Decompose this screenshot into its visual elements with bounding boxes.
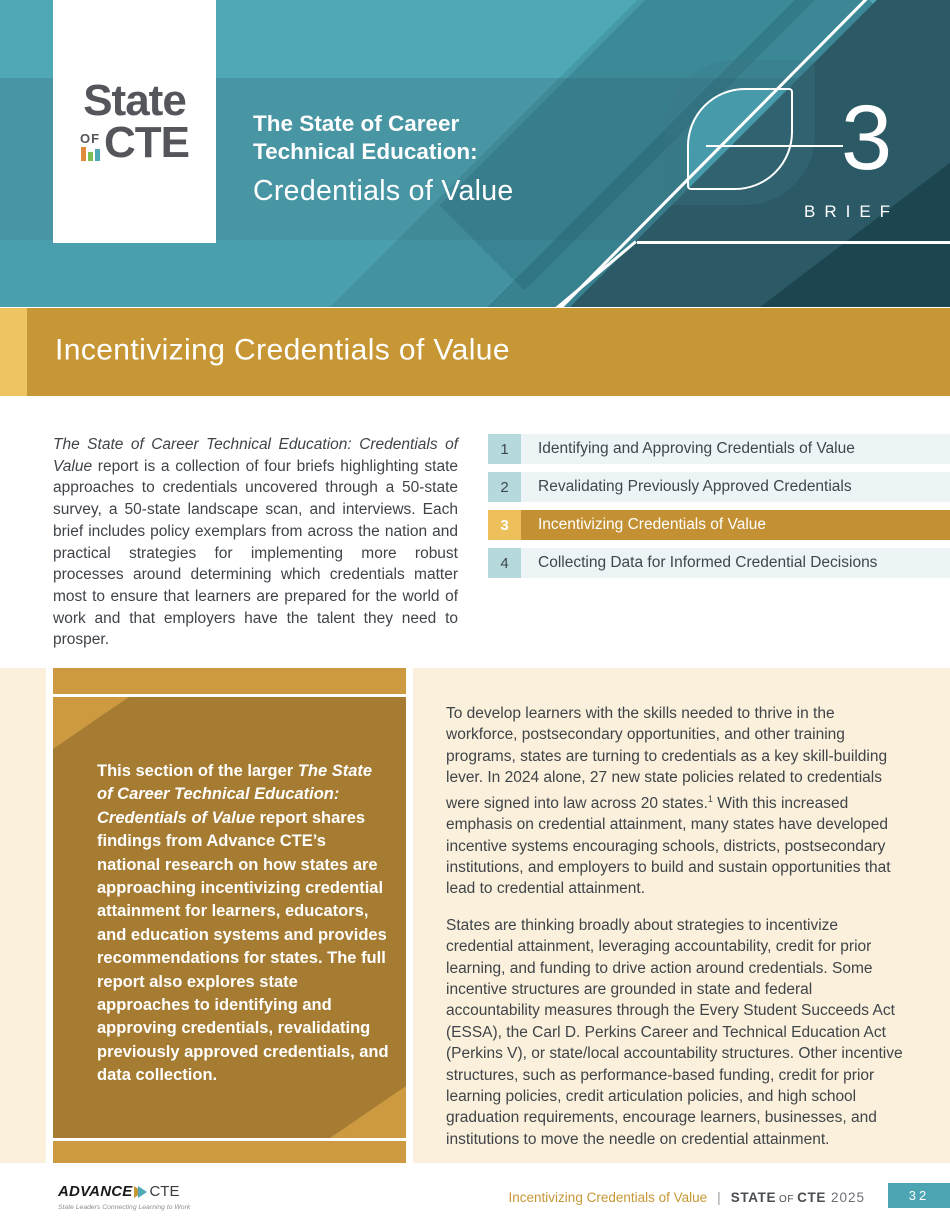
body-text-panel (413, 668, 950, 1163)
callout-rest: report shares findings from Advance CTE’s national research on how states are approaching incentivizing credential attainment for learners, educators, and education systems and provides recommendations for states. The full report also explores state approaches to identifying and approving credentials, revalidating previously approved credentials, and data collection. (97, 808, 389, 1085)
logo-state-text: State (83, 75, 186, 125)
main-content-section (0, 668, 950, 1163)
body-paragraph-2: States are thinking broadly about strategies to incentivize credential attainment, leveraging accountability, credit for prior learning, and funding to drive action around credentials. Some incentive structures are grounded in state and federal accountability measures through the Every Student Succeeds Act (ESSA), the Carl D. Perkins Career and Technical Education Act (Perkins V), or state/local accountability structures. Other incentive structures, such as performance-based funding, credit for prior learning policies, credit articulation policies, and high school graduation requirements, encourage learners, businesses, and institutions to move the needle on credential attainment. (446, 916, 903, 1148)
logo-of-text: OF (79, 130, 101, 146)
toc-item-2[interactable] (488, 472, 950, 502)
toc-item-4[interactable] (488, 548, 950, 578)
body-paragraph-1 (446, 703, 905, 900)
callout-box (53, 668, 406, 1163)
footer-meta (509, 1189, 865, 1205)
bar-orange (81, 147, 86, 161)
header-banner (0, 0, 950, 307)
body-p1-text: To develop learners with the skills needed to thrive in the workforce, postsecondary opportunities, and other training programs, states are turning to credentials as a key skill-building lever. In 2024 alone, 27 new state policies related to credentials were signed into law across 20 states. (446, 705, 888, 812)
footer-report-of: OF (779, 1194, 795, 1205)
footer-report-state: STATE (730, 1190, 777, 1205)
report-subtitle: Credentials of Value (253, 175, 514, 207)
report-title-line2: Technical Education: (253, 139, 478, 164)
brief-toc (488, 434, 950, 586)
page-footer (0, 1163, 950, 1232)
toc-item-label: Revalidating Previously Approved Credentials (538, 478, 852, 495)
advance-cte-logo (58, 1183, 190, 1211)
leaf-to-number-line (706, 145, 843, 147)
brief-label: BRIEF (804, 202, 900, 221)
bar-chart-icon (81, 147, 100, 161)
brand-tagline: State Leaders Connecting Learning to Work (58, 1204, 191, 1211)
callout-text (97, 760, 392, 1088)
callout-body (53, 697, 406, 1138)
toc-item-label: Collecting Data for Informed Credential Decisions (538, 554, 878, 571)
banner-accent-strip (0, 308, 27, 396)
bar-green (88, 152, 93, 161)
intro-text: report is a collection of four briefs highlighting state approaches to credentials uncovered through a 50-state survey, a 50-state landscape scan, and interviews. Each brief includes policy exemplars from across the nation and practical strategies for implementing more robust processes around determining which credentials matter most to ensure that learners are prepared for the world of work and that employers have the talent they need to prosper. (53, 457, 458, 649)
callout-lead: This section of the larger (97, 762, 298, 780)
toc-item-number: 1 (488, 434, 521, 464)
footnote-marker[interactable]: 1 (707, 793, 713, 804)
body-p1-text-cont: With this increased emphasis on credential attainment, many states have developed incentive systems encouraging schools, districts, postsecondary institutions, and employers to build and sustain opportunities that lead to credential attainment. (446, 794, 891, 898)
callout-report-title: The State of Career Technical Education: Credentials of Value (97, 762, 373, 827)
footer-report-cte: CTE (797, 1190, 826, 1205)
advance-logo-text: ADVANCE (58, 1183, 133, 1200)
footer-doc-title: Incentivizing Credentials of Value (508, 1190, 708, 1205)
section-heading: Incentivizing Credentials of Value (55, 333, 510, 367)
callout-corner-triangle-bottomright (330, 1086, 406, 1138)
left-cream-strip (0, 668, 46, 1163)
toc-item-1[interactable] (488, 434, 950, 464)
callout-top-bar (53, 668, 406, 694)
callout-corner-triangle-topleft (53, 697, 129, 749)
report-title-line1: The State of Career (253, 111, 460, 136)
toc-item-number: 3 (488, 510, 521, 540)
page-number-badge: 32 (888, 1183, 950, 1208)
toc-item-label: Incentivizing Credentials of Value (538, 516, 767, 533)
chevron-icon (138, 1186, 147, 1198)
intro-report-title: The State of Career Technical Education: Credentials of Value (53, 436, 458, 475)
intro-toc-section (0, 396, 950, 668)
toc-item-number: 2 (488, 472, 521, 502)
toc-item-label: Identifying and Approving Credentials of Value (538, 440, 855, 457)
footer-separator: | (717, 1189, 721, 1205)
toc-item-3-current[interactable] (488, 510, 950, 540)
cte-logo-text: CTE (149, 1183, 180, 1200)
report-title (253, 110, 514, 208)
intro-paragraph (53, 434, 458, 651)
brief-number: 3 (841, 87, 893, 189)
state-of-cte-logo (53, 0, 216, 243)
horizontal-rule-line (637, 241, 950, 244)
footer-report-year: 2025 (830, 1190, 865, 1205)
section-heading-banner (0, 308, 950, 396)
logo-cte-text: CTE (104, 117, 190, 167)
callout-bottom-bar (53, 1141, 406, 1163)
toc-item-number: 4 (488, 548, 521, 578)
bar-blue (95, 149, 100, 161)
